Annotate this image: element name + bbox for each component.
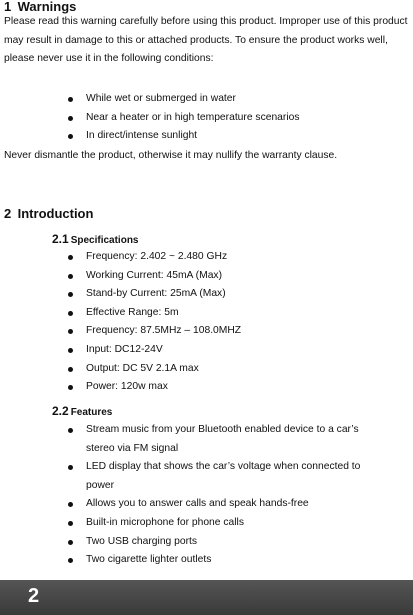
warnings-heading-number: 1 xyxy=(4,0,12,14)
bullet-icon xyxy=(68,134,73,139)
list-item-text: Two USB charging ports xyxy=(86,535,198,547)
page-number: 2 xyxy=(28,585,40,607)
list-item xyxy=(0,322,386,341)
list-item xyxy=(0,514,386,533)
list-item xyxy=(0,458,386,495)
list-item xyxy=(0,360,386,379)
bullet-icon xyxy=(68,311,73,316)
features-list xyxy=(0,421,386,570)
list-item xyxy=(0,533,386,552)
specifications-subheading-title: Specifications xyxy=(70,235,139,246)
list-item xyxy=(0,551,386,570)
list-item xyxy=(0,378,386,397)
list-item-text: Power: 120w max xyxy=(86,381,168,393)
bullet-icon xyxy=(68,292,73,297)
list-item xyxy=(0,495,386,514)
specifications-subheading xyxy=(52,232,139,248)
features-subheading xyxy=(52,404,112,420)
list-item-text: Stand-by Current: 25mA (Max) xyxy=(86,288,226,300)
bullet-icon xyxy=(68,116,73,121)
bullet-icon xyxy=(68,255,73,260)
list-item-text: Effective Range: 5m xyxy=(86,306,179,318)
specifications-subheading-number: 2.1 xyxy=(52,232,69,246)
page-footer-bar xyxy=(0,580,413,615)
list-item xyxy=(0,90,386,109)
introduction-heading-title: Introduction xyxy=(17,206,94,221)
list-item-text: Stream music from your Bluetooth enabled device to a car’s stereo via FM signal xyxy=(86,424,359,454)
list-item-text: Frequency: 87.5MHz – 108.0MHZ xyxy=(86,325,242,337)
introduction-heading-number: 2 xyxy=(4,206,12,221)
list-item-text: Frequency: 2.402 ~ 2.480 GHz xyxy=(86,251,228,262)
list-item xyxy=(0,248,386,267)
list-item xyxy=(0,304,386,323)
introduction-heading xyxy=(4,207,93,221)
list-item-text: Working Current: 45mA (Max) xyxy=(86,269,222,281)
features-subheading-title: Features xyxy=(70,407,113,418)
specifications-list xyxy=(0,248,386,397)
list-item xyxy=(0,267,386,286)
bullet-icon xyxy=(68,329,73,334)
bullet-icon xyxy=(68,502,73,507)
list-item-text: Output: DC 5V 2.1A max xyxy=(86,362,199,374)
list-item xyxy=(0,341,386,360)
list-item-text: Near a heater or in high temperature scenarios xyxy=(86,111,300,123)
list-item-text: Allows you to answer calls and speak hands-free xyxy=(86,498,309,510)
list-item xyxy=(0,421,386,458)
bullet-icon xyxy=(68,558,73,563)
warnings-heading xyxy=(4,0,76,14)
features-subheading-number: 2.2 xyxy=(52,404,69,418)
bullet-icon xyxy=(68,428,73,433)
list-item-text: Built-in microphone for phone calls xyxy=(86,516,244,528)
bullet-icon xyxy=(68,385,73,390)
warnings-condition-list xyxy=(0,90,386,146)
list-item xyxy=(0,127,386,146)
bullet-icon xyxy=(68,274,73,279)
bullet-icon xyxy=(68,540,73,545)
list-item-text: While wet or submerged in water xyxy=(86,93,236,104)
bullet-icon xyxy=(68,521,73,526)
list-item xyxy=(0,109,386,128)
warranty-note-paragraph: Never dismantle the product, otherwise it may nullify the warranty clause. xyxy=(4,150,338,161)
bullet-icon xyxy=(68,97,73,102)
list-item-text: In direct/intense sunlight xyxy=(86,130,198,142)
list-item xyxy=(0,285,386,304)
bullet-icon xyxy=(68,367,73,372)
list-item-text: Input: DC12-24V xyxy=(86,343,163,355)
list-item-text: Two cigarette lighter outlets xyxy=(86,554,212,566)
warnings-intro-paragraph: Please read this warning carefully before using this product. Improper use of this product may result in damage to this or attached products. To ensure the product works well, please never use it in the following conditions: xyxy=(4,16,408,65)
bullet-icon xyxy=(68,348,73,353)
warnings-heading-title: Warnings xyxy=(17,0,77,14)
bullet-icon xyxy=(68,465,73,470)
list-item-text: LED display that shows the car’s voltage when connected to power xyxy=(86,461,361,491)
